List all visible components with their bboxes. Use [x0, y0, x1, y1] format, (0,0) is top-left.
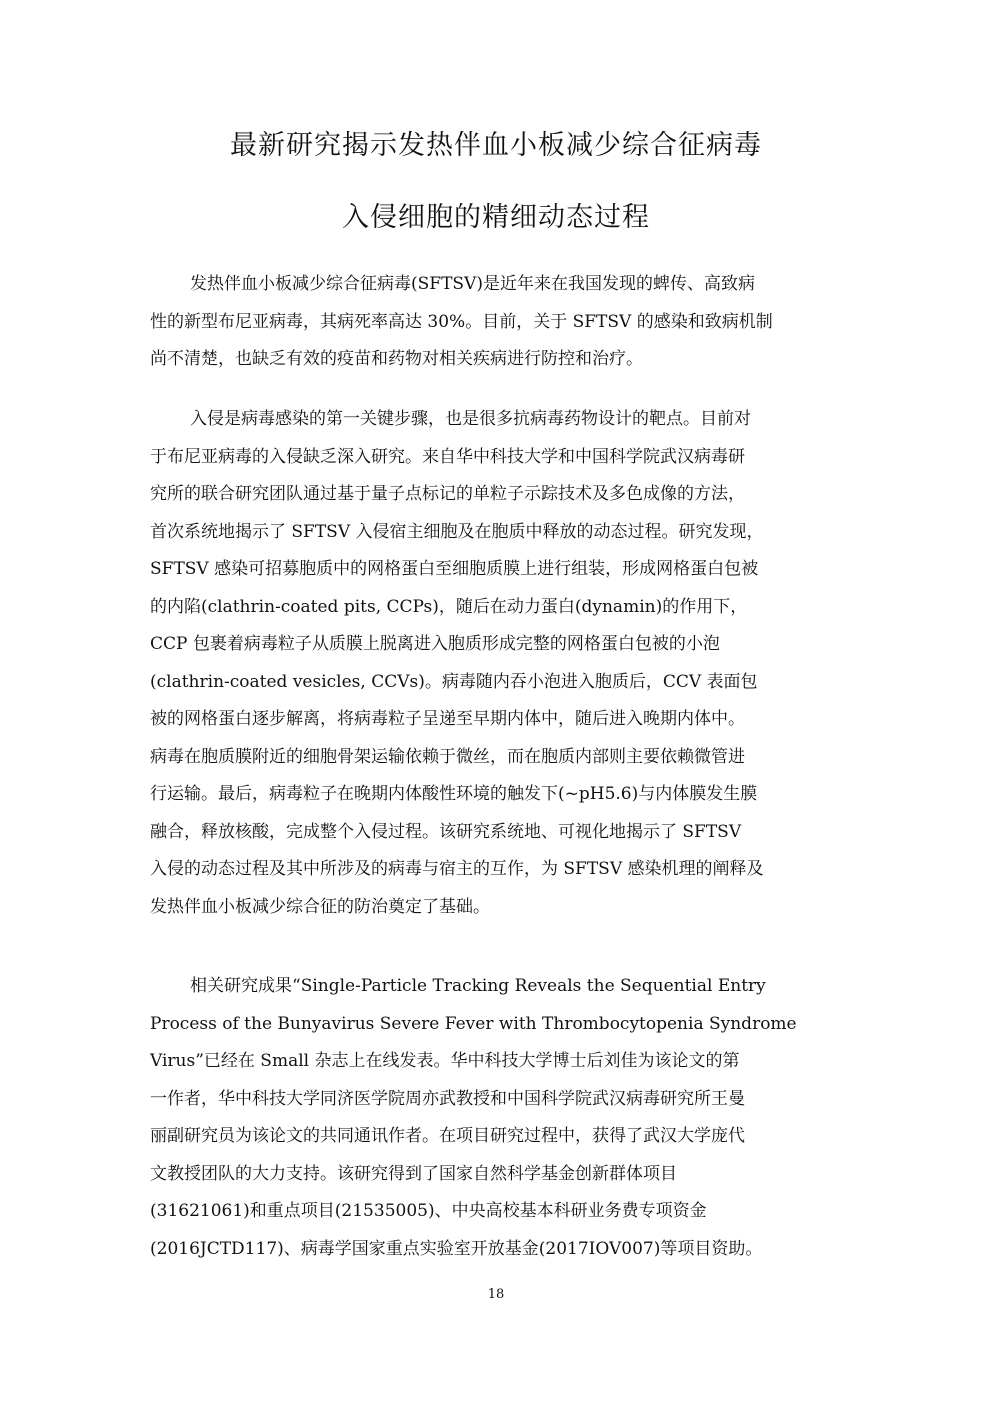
paragraph-line: 行运输。最后，病毒粒子在晚期内体酸性环境的触发下(~pH5.6)与内体膜发生膜 — [150, 784, 758, 804]
paragraph-line: 首次系统地揭示了 SFTSV 入侵宿主细胞及在胞质中释放的动态过程。研究发现， — [150, 521, 764, 542]
paragraph-intro — [150, 266, 842, 379]
paragraph-line: 入侵是病毒感染的第一关键步骤，也是很多抗病毒药物设计的靶点。目前对 — [190, 409, 751, 429]
paragraph-line: 丽副研究员为该论文的共同通讯作者。在项目研究过程中，获得了武汉大学庞代 — [150, 1126, 745, 1146]
paragraph-line: 相关研究成果“Single-Particle Tracking Reveals the Sequential Entry — [190, 976, 766, 996]
paragraph-line: 的内陷(clathrin-coated pits, CCPs)，随后在动力蛋白(dynamin)的作用下， — [150, 596, 748, 617]
paragraph-line: 一作者，华中科技大学同济医学院周亦武教授和中国科学院武汉病毒研究所王曼 — [150, 1088, 745, 1109]
paragraph-line: 发热伴血小板减少综合征的防治奠定了基础。 — [150, 896, 490, 917]
paragraph-line: 于布尼亚病毒的入侵缺乏深入研究。来自华中科技大学和中国科学院武汉病毒研 — [150, 446, 745, 467]
paragraph-line: Virus”已经在 Small 杂志上在线发表。华中科技大学博士后刘佳为该论文的第 — [150, 1051, 740, 1071]
paragraph-line: 病毒在胞质膜附近的细胞骨架运输依赖于微丝，而在胞质内部则主要依赖微管进 — [150, 746, 745, 767]
paragraph-line: Process of the Bunyavirus Severe Fever with Thrombocytopenia Syndrome — [150, 1013, 797, 1034]
paragraph-line: 发热伴血小板减少综合征病毒(SFTSV)是近年来在我国发现的蜱传、高致病 — [190, 274, 755, 294]
article-title-line-1: 最新研究揭示发热伴血小板减少综合征病毒 — [230, 130, 762, 161]
paragraph-research-findings — [150, 401, 842, 926]
paragraph-line: (2016JCTD117)、病毒学国家重点实验室开放基金(2017IOV007)等项目资助。 — [150, 1238, 763, 1259]
paragraph-publication — [150, 968, 842, 1268]
paragraph-line: (clathrin-coated vesicles, CCVs)。病毒随内吞小泡进入胞质后，CCV 表面包 — [150, 671, 758, 692]
paragraph-line: 究所的联合研究团队通过基于量子点标记的单粒子示踪技术及多色成像的方法， — [150, 484, 745, 504]
paragraph-line: 被的网格蛋白逐步解离，将病毒粒子呈递至早期内体中，随后进入晚期内体中。 — [150, 709, 745, 729]
article-title-line-2: 入侵细胞的精细动态过程 — [342, 202, 650, 233]
paragraph-line: SFTSV 感染可招募胞质中的网格蛋白至细胞质膜上进行组装，形成网格蛋白包被 — [150, 559, 759, 579]
paragraph-line: 融合，释放核酸，完成整个入侵过程。该研究系统地、可视化地揭示了 SFTSV — [150, 821, 742, 842]
paragraph-line: (31621061)和重点项目(21535005)、中央高校基本科研业务费专项资金 — [150, 1201, 707, 1221]
paragraph-line: 入侵的动态过程及其中所涉及的病毒与宿主的互作，为 SFTSV 感染机理的阐释及 — [150, 859, 764, 879]
paragraph-line: CCP 包裹着病毒粒子从质膜上脱离进入胞质形成完整的网格蛋白包被的小泡 — [150, 634, 720, 654]
paragraph-line: 性的新型布尼亚病毒，其病死率高达 30%。目前，关于 SFTSV 的感染和致病机制 — [150, 311, 773, 332]
page-number: 18 — [487, 1287, 505, 1302]
paragraph-line: 尚不清楚，也缺乏有效的疫苗和药物对相关疾病进行防控和治疗。 — [150, 349, 643, 369]
paragraph-line: 文教授团队的大力支持。该研究得到了国家自然科学基金创新群体项目 — [150, 1163, 677, 1184]
